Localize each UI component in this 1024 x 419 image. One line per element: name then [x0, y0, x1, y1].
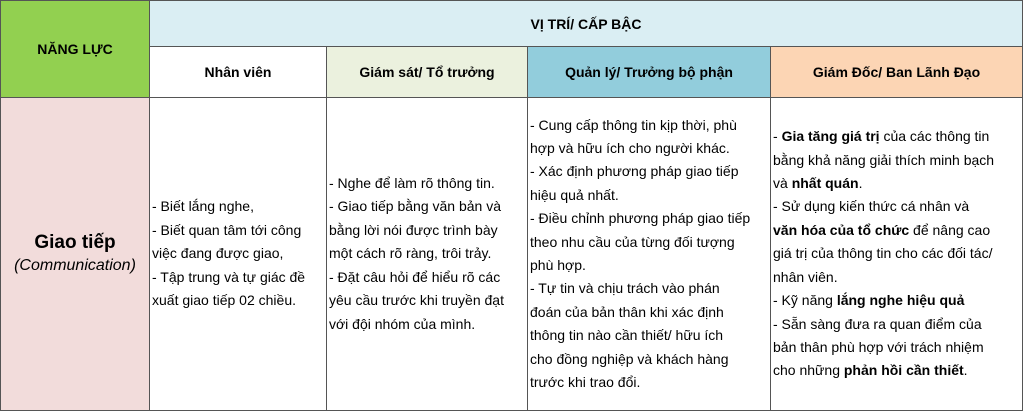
bold-text: nhất quán	[791, 175, 859, 192]
bold-text: văn hóa của tổ chức	[773, 221, 910, 238]
col-header-giam-sat: Giám sát/ Tổ trưởng	[327, 47, 528, 98]
text-run: -	[773, 128, 782, 145]
cell-giam-doc	[771, 98, 1023, 411]
text-line: cho đồng nghiệp và khách hàng	[530, 350, 729, 367]
text-run: cho những	[773, 362, 844, 379]
text-run: của các thông tin	[879, 128, 990, 145]
text-run: - Kỹ năng	[773, 292, 837, 309]
text-line: - Đặt câu hỏi để hiểu rõ các	[329, 268, 501, 285]
text-run: .	[963, 362, 968, 379]
text-line: nhân viên.	[773, 268, 838, 285]
text-line: một cách rõ ràng, trôi trảy.	[329, 245, 492, 262]
text-line: thông tin nào cần thiết/ hữu ích	[530, 327, 724, 344]
text-line: với đội nhóm của mình.	[329, 315, 476, 332]
text-line: - Xác định phương pháp giao tiếp	[530, 163, 739, 180]
cell-nhan-vien	[150, 98, 327, 411]
text-line: xuất giao tiếp 02 chiều.	[152, 292, 296, 309]
text-line: - Sử dụng kiến thức cá nhân và	[773, 198, 970, 215]
text-line: - Biết lắng nghe,	[152, 198, 254, 215]
text-line: - Giao tiếp bằng văn bản và	[329, 198, 502, 215]
text-line: hợp và hữu ích cho người khác.	[530, 139, 730, 156]
text-line	[773, 172, 1020, 195]
text-line: - Cung cấp thông tin kịp thời, phù	[530, 116, 737, 133]
cell-giam-sat	[327, 98, 528, 411]
text-line	[773, 125, 1020, 148]
text-line: yêu cầu trước khi truyền đạt	[329, 292, 504, 309]
bold-text: lắng nghe hiệu quả	[836, 292, 965, 309]
text-line: phù hợp.	[530, 257, 586, 273]
text-line: - Tự tin và chịu trách vào phán	[530, 280, 720, 297]
text-line: - Nghe để làm rõ thông tin.	[329, 175, 495, 192]
col-header-giam-doc: Giám Đốc/ Ban Lãnh Đạo	[771, 47, 1023, 98]
text-line: - Tập trung và tự giác đề	[152, 268, 306, 285]
cell-quan-ly	[528, 98, 771, 411]
text-run: để nâng cao	[909, 221, 991, 238]
text-line: giá trị của thông tin cho các đối tác/	[773, 245, 993, 262]
text-line: bằng khả năng giải thích minh bạch	[773, 151, 995, 168]
competency-subtitle: (Communication)	[14, 257, 136, 274]
text-line: hiệu quả nhất.	[530, 186, 619, 203]
col-header-nhan-vien: Nhân viên	[150, 47, 327, 98]
text-line	[773, 219, 1020, 242]
text-line: - Sẵn sàng đưa ra quan điểm của	[773, 315, 982, 332]
text-line	[773, 289, 1020, 312]
text-line: trước khi trao đổi.	[530, 374, 641, 391]
position-header: VỊ TRÍ/ CẤP BẬC	[150, 1, 1023, 47]
text-run: và	[773, 175, 792, 192]
text-line: việc đang được giao,	[152, 245, 284, 262]
competency-header: NĂNG LỰC	[1, 1, 150, 98]
text-line	[773, 359, 1020, 382]
text-line: theo nhu cầu của từng đối tượng	[530, 233, 735, 250]
competency-name: Giao tiếp	[34, 232, 116, 253]
text-line: - Điều chỉnh phương pháp giao tiếp	[530, 210, 751, 227]
text-run: .	[858, 175, 863, 192]
text-line: - Biết quan tâm tới công	[152, 221, 302, 238]
competency-cell	[1, 98, 150, 411]
text-line: đoán của bản thân khi xác định	[530, 303, 724, 320]
text-line: bằng lời nói được trình bày	[329, 221, 498, 238]
bold-text: Gia tăng giá trị	[781, 128, 880, 145]
col-header-quan-ly: Quản lý/ Trưởng bộ phận	[528, 47, 771, 98]
text-line: bản thân phù hợp với trách nhiệm	[773, 338, 984, 355]
bold-text: phản hồi cần thiết	[843, 362, 964, 379]
